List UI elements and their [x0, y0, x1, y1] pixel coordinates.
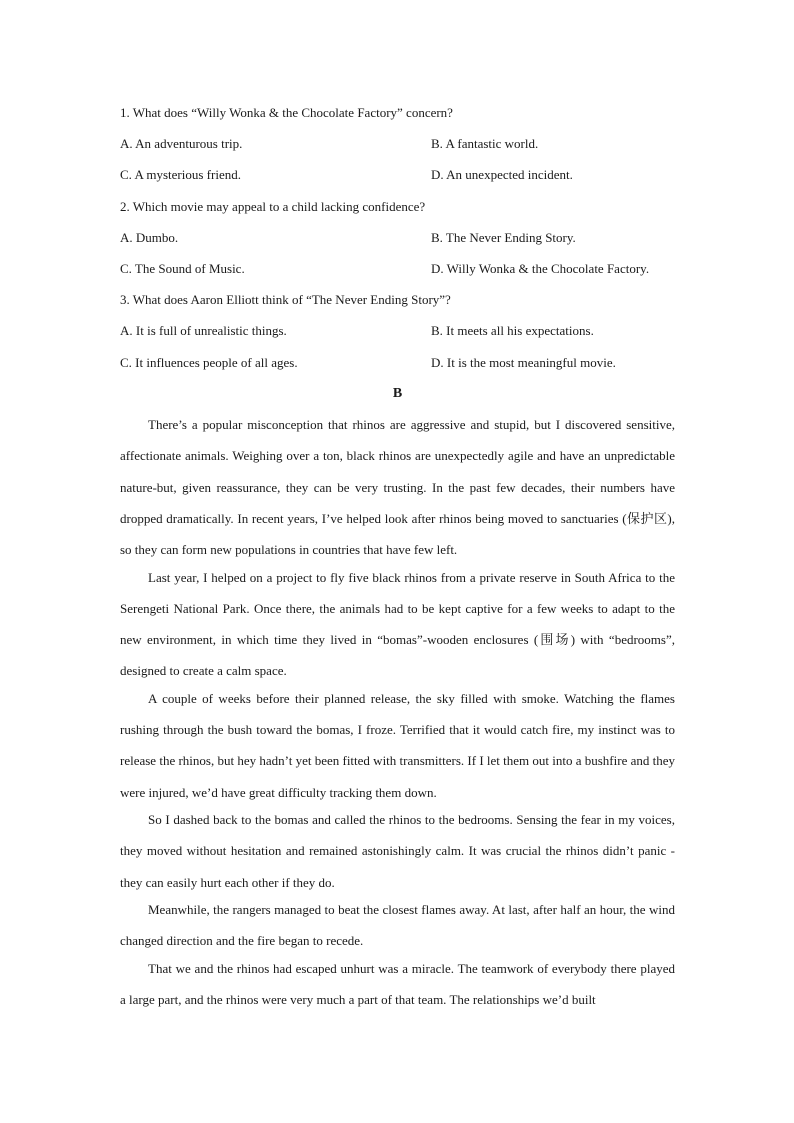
- question-1-option-a: A. An adventurous trip.: [120, 136, 243, 152]
- question-3-option-a: A. It is full of unrealistic things.: [120, 323, 287, 339]
- question-3-options-row-1: [120, 319, 675, 350]
- question-2-option-d: D. Willy Wonka & the Chocolate Factory.: [431, 260, 650, 276]
- question-3-option-c: C. It influences people of all ages.: [120, 354, 298, 370]
- question-3-option-b: B. It meets all his expectations.: [431, 323, 594, 339]
- question-1-option-b: B. A fantastic world.: [431, 136, 539, 152]
- passage-paragraph-4: So I dashed back to the bomas and called the rhinos to the bedrooms. Sensing the fear in my voices, they moved without hesitation and remained astonishingly calm. It was crucial the rhinos didn’t panic -they can easily hurt each other if they do.: [120, 812, 675, 890]
- question-1-options-row-2: [120, 163, 675, 194]
- question-3-stem: 3. What does Aaron Elliott think of “The Never Ending Story”?: [120, 292, 451, 308]
- question-3-options-row-2: [120, 351, 675, 382]
- section-heading: B: [392, 385, 403, 401]
- question-2-options-row-1: [120, 226, 675, 257]
- passage-paragraph-5: Meanwhile, the rangers managed to beat the closest flames away. At last, after half an hour, the wind changed direction and the fire began to recede.: [120, 902, 675, 949]
- question-2-options-row-2: [120, 257, 675, 288]
- question-1-options-row-1: [120, 132, 675, 163]
- question-2-stem: 2. Which movie may appeal to a child lacking confidence?: [120, 198, 426, 214]
- passage-paragraph-3: A couple of weeks before their planned release, the sky filled with smoke. Watching the flames rushing through the bush toward the bomas, I froze. Terrified that it would catch fire, my instinct was to release the rhinos, but hey hadn’t yet been fitted with transmitters. If I let them out into a bushfire and they were injured, we’d have great difficulty tracking them down.: [120, 690, 675, 800]
- question-1-option-d: D. An unexpected incident.: [431, 167, 573, 183]
- question-2-option-a: A. Dumbo.: [120, 229, 179, 245]
- question-1-option-c: C. A mysterious friend.: [120, 167, 241, 183]
- question-3-option-d: D. It is the most meaningful movie.: [431, 354, 616, 370]
- question-2-option-b: B. The Never Ending Story.: [431, 229, 576, 245]
- passage-paragraph-2: Last year, I helped on a project to fly five black rhinos from a private reserve in South Africa to the Serengeti National Park. Once there, the animals had to be kept captive for a few weeks to adapt to the new environment, in which time they lived in “bomas”-wooden enclosures (围场) with “bedrooms”, designed to create a calm space.: [120, 569, 675, 679]
- passage-paragraph-6: That we and the rhinos had escaped unhurt was a miracle. The teamwork of everybody there played a large part, and the rhinos were very much a part of that team. The relationships we’d built: [120, 960, 675, 1008]
- question-1-stem: 1. What does “Willy Wonka & the Chocolate Factory” concern?: [120, 105, 453, 120]
- passage-paragraph-1: There’s a popular misconception that rhinos are aggressive and stupid, but I discovered sensitive, affectionate animals. Weighing over a ton, black rhinos are unexpectedly agile and have an unpredictable nature-but, given reassurance, they can be very trusting. In the past few decades, their numbers have dropped dramatically. In recent years, I’ve helped look after rhinos being moved to sanctuaries (保护区), so they can form new populations in countries that have few left.: [120, 417, 675, 558]
- document-page: [120, 101, 675, 1015]
- question-2-option-c: C. The Sound of Music.: [120, 260, 245, 276]
